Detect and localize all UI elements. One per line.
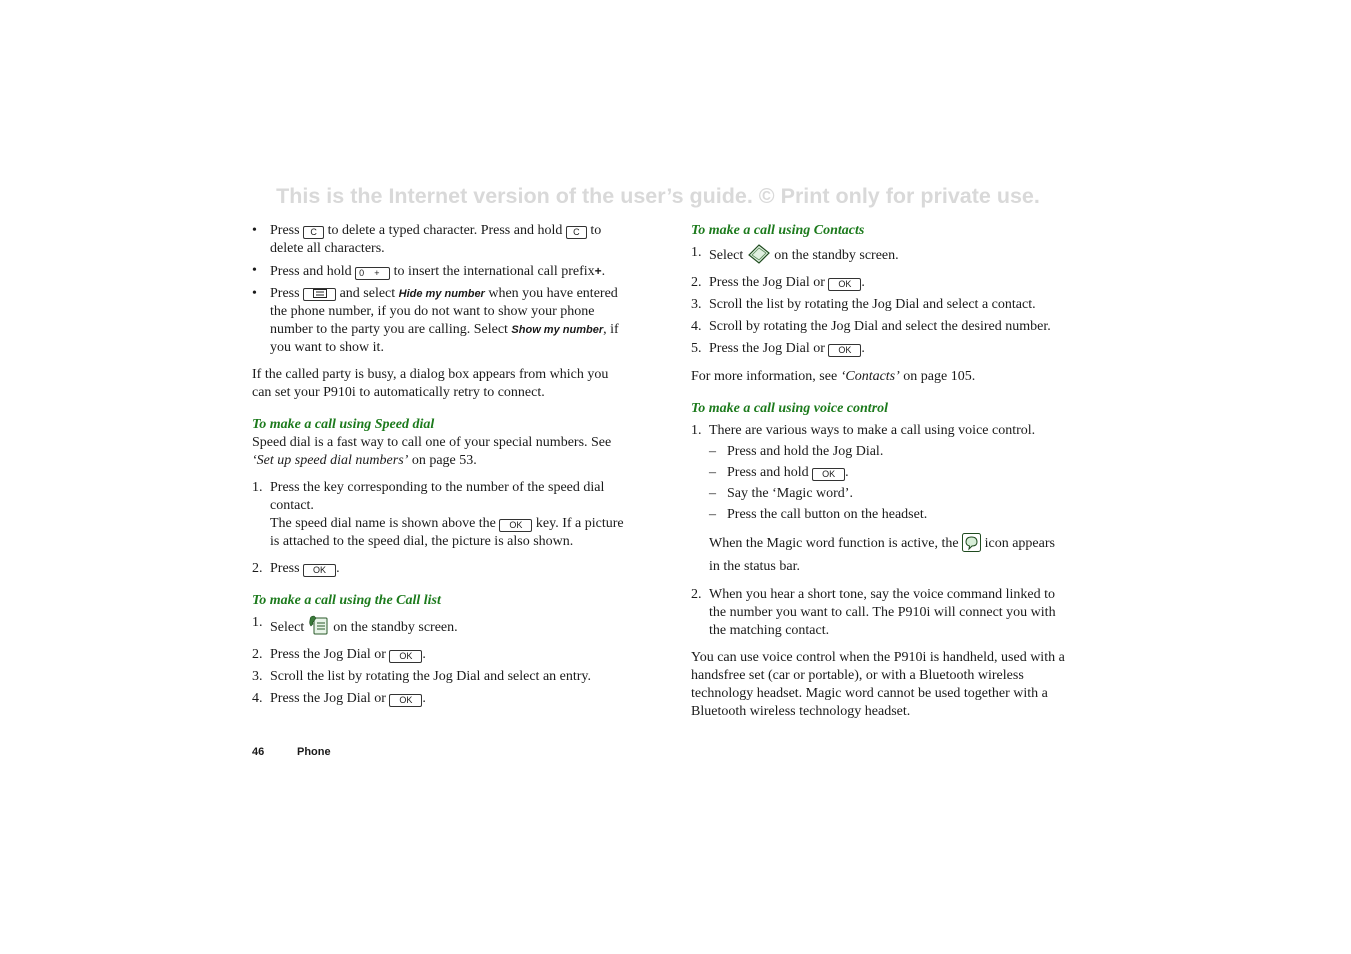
- bullet-delete-character: • Press C to delete a typed character. Press and hold C to delete all characters.: [252, 223, 602, 256]
- bullet-international-prefix: • Press and hold 0 + to insert the international call prefix+.: [252, 263, 606, 279]
- contacts-reference: ‘Contacts’: [840, 369, 900, 384]
- left-column: [252, 222, 627, 708]
- voice-option-headset: – Press the call button on the headset.: [709, 507, 928, 522]
- watermark-text: This is the Internet version of the user’s guide. © Print only for private use.: [276, 184, 1040, 208]
- page-number: 46: [252, 746, 265, 758]
- bullet-mark: •: [252, 263, 257, 278]
- voice-closing-paragraph: You can use voice control when the P910i is handheld, used with a handsfree set (car or portable), or with a Bluetooth wireless technology headset. Magic word cannot be used together with a Bluetooth wireless technology headset.: [691, 650, 1065, 719]
- call-list-heading: To make a call using the Call list: [252, 593, 441, 608]
- ok-key-icon: OK: [812, 468, 845, 481]
- ok-key-icon: OK: [499, 519, 532, 532]
- right-column: [691, 222, 1066, 721]
- voice-option-magic-word: – Say the ‘Magic word’.: [709, 486, 853, 501]
- hide-my-number-option: Hide my number: [398, 288, 485, 300]
- contacts-step-4: 4. Scroll by rotating the Jog Dial and select the desired number.: [691, 319, 1051, 334]
- magic-word-icon: [962, 533, 981, 558]
- show-my-number-option: Show my number: [511, 324, 604, 336]
- speed-dial-step-1: 1. Press the key corresponding to the number of the speed dial contact. The speed dial name is shown above the OK key. If a picture is attached to the speed dial, the picture is also shown.: [252, 480, 624, 549]
- contacts-step-5: 5. Press the Jog Dial or OK .: [691, 341, 865, 356]
- contacts-step-3: 3. Scroll the list by rotating the Jog Dial and select a contact.: [691, 297, 1036, 312]
- ok-key-icon: OK: [828, 344, 861, 357]
- voice-option-ok-key: – Press and hold OK .: [709, 465, 849, 480]
- voice-option-jog-dial: – Press and hold the Jog Dial.: [709, 444, 884, 459]
- call-list-step-1: 1. Select on the standby screen.: [252, 614, 627, 642]
- call-list-step-2: 2. Press the Jog Dial or OK .: [252, 647, 426, 662]
- ok-key-icon: OK: [389, 694, 422, 707]
- speed-dial-heading: To make a call using Speed dial: [252, 417, 435, 432]
- speed-dial-step-2: 2. Press OK .: [252, 561, 340, 576]
- speed-dial-reference: ‘Set up speed dial numbers’: [252, 453, 409, 468]
- zero-plus-key-icon: 0 +: [355, 267, 390, 280]
- contacts-step-1: 1. Select on the standby screen.: [691, 244, 1066, 270]
- bullet-mark: •: [252, 223, 257, 238]
- contacts-heading: To make a call using Contacts: [691, 223, 865, 238]
- bullet-mark: •: [252, 286, 257, 301]
- ok-key-icon: OK: [303, 564, 336, 577]
- c-key-icon: C: [566, 226, 587, 239]
- voice-step-2: 2. When you hear a short tone, say the voice command linked to the number you want to call. The P910i will connect you with the matching contact.: [691, 587, 1056, 638]
- c-key-icon: C: [303, 226, 324, 239]
- magic-word-note: When the Magic word function is active, the icon appears in the status bar.: [691, 533, 1066, 576]
- bullet-hide-number: • Press and select Hide my number when you have entered the phone number, if you do not want to show your phone number to the party you are calling. Select Show my number, if you want to show it.: [252, 286, 619, 355]
- call-list-step-4: 4. Press the Jog Dial or OK .: [252, 691, 426, 706]
- contacts-step-2: 2. Press the Jog Dial or OK .: [691, 275, 865, 290]
- plus-sign: +: [594, 264, 602, 278]
- menu-key-icon: [303, 288, 336, 301]
- call-list-icon: [308, 614, 330, 642]
- ok-key-icon: OK: [828, 278, 861, 291]
- section-title: Phone: [297, 746, 331, 758]
- contacts-more-info: For more information, see ‘Contacts’ on page 105.: [691, 369, 976, 384]
- speed-dial-intro: Speed dial is a fast way to call one of your special numbers. See ‘Set up speed dial numbers’ on page 53.: [252, 435, 612, 468]
- call-list-step-3: 3. Scroll the list by rotating the Jog Dial and select an entry.: [252, 669, 592, 684]
- voice-control-heading: To make a call using voice control: [691, 401, 889, 416]
- ok-key-icon: OK: [389, 650, 422, 663]
- contacts-icon: [747, 244, 771, 270]
- voice-step-1: 1. There are various ways to make a call using voice control.: [691, 423, 1036, 438]
- busy-paragraph: If the called party is busy, a dialog box appears from which you can set your P910i to automatically retry to connect.: [252, 367, 609, 400]
